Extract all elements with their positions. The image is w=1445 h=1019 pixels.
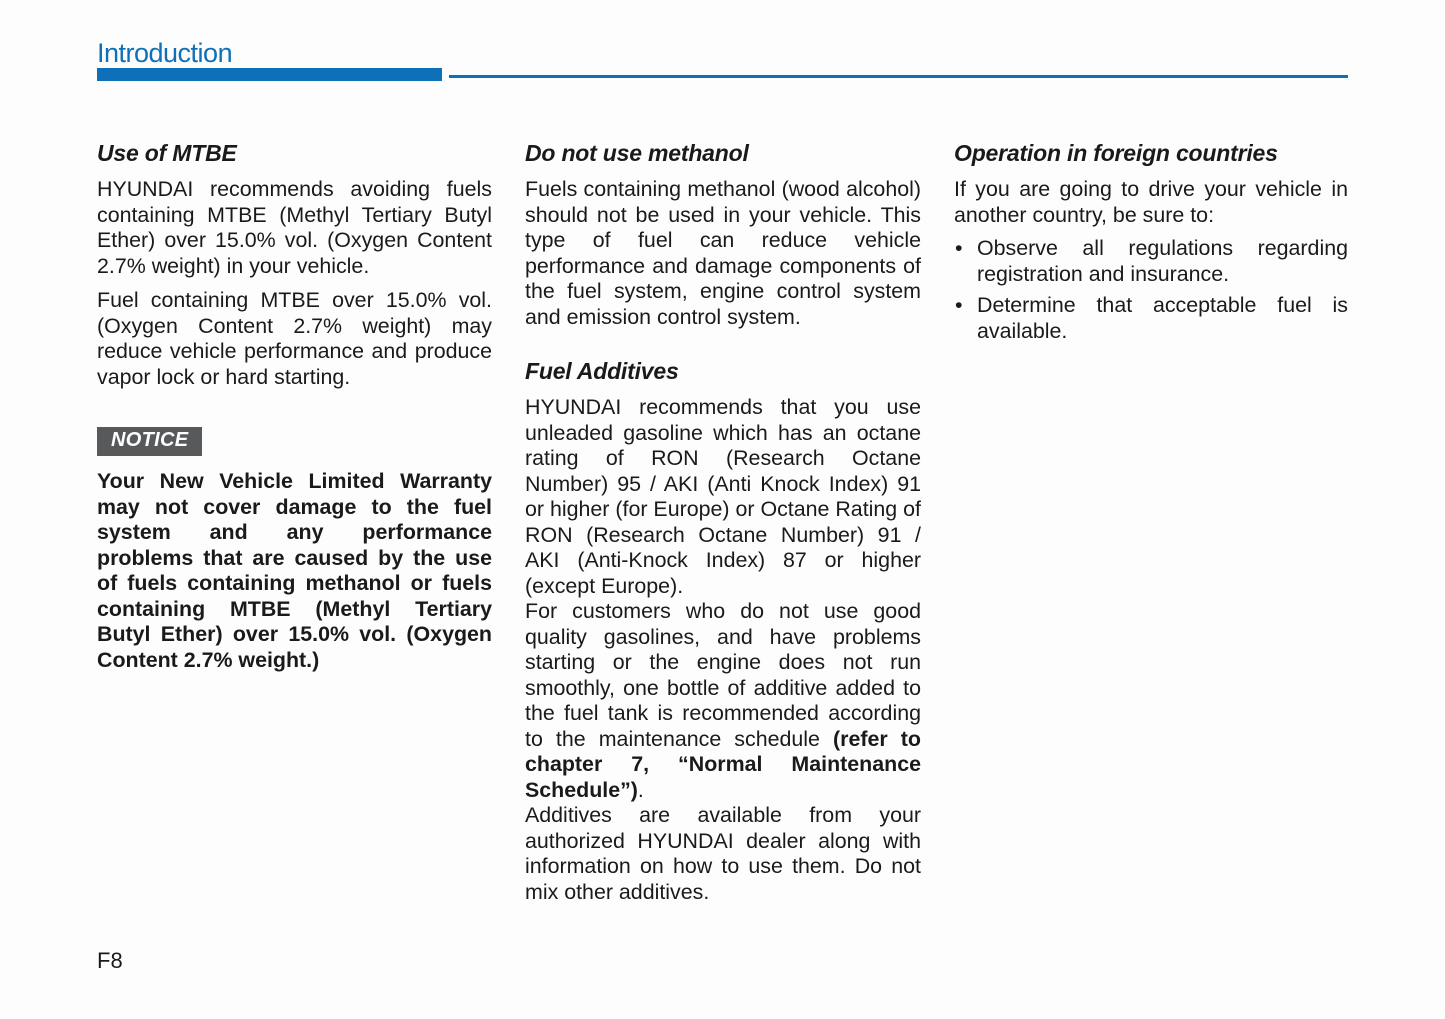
- paragraph-additives-3: Additives are available from your authorized HYUNDAI dealer along with information on how to use them. Do not mix other additives.: [525, 803, 921, 904]
- section-use-of-mtbe: [97, 140, 492, 682]
- paragraph-additives-1: HYUNDAI recommends that you use unleaded gasoline which has an octane rating of RON (Research Octane Number) 95 / AKI (Anti Knock Index) 91 or higher (for Europe) or Octane Rating of RON (Research Octane Number) 91 / AKI (Anti-Knock Index) 87 or higher (except Europe).: [525, 395, 921, 598]
- paragraph-additives-2: [525, 599, 921, 803]
- paragraph-additives-2-bold-reference: (refer to chapter 7, “Normal Maintenance Schedule”): [525, 726, 921, 802]
- heading-fuel-additives: Fuel Additives: [525, 358, 679, 384]
- notice-badge: [97, 427, 202, 456]
- list-item-regulations-text: Observe all regulations regarding registration and insurance.: [977, 236, 1348, 286]
- content-columns: [97, 140, 1348, 905]
- list-item-fuel-availability: [954, 293, 1348, 344]
- header-rule-thick: [97, 68, 442, 81]
- section-foreign-countries: [954, 140, 1348, 350]
- paragraph-foreign-intro: If you are going to drive your vehicle in another country, be sure to:: [954, 177, 1348, 227]
- paragraph-additives-2-normal: For customers who do not use good quality gasolines, and have problems starting or the engine does not run smoothly, one bottle of additive added to the fuel tank is recommended according to the maintenance schedule: [525, 599, 921, 751]
- paragraph-methanol: Fuels containing methanol (wood alcohol) should not be used in your vehicle. This type of fuel can reduce vehicle performance and damage components of the fuel system, engine control system and emission control system.: [525, 177, 921, 329]
- foreign-countries-bullet-list: [954, 236, 1348, 344]
- heading-operation-foreign-countries: Operation in foreign countries: [954, 140, 1278, 166]
- notice-text: Your New Vehicle Limited Warranty may not cover damage to the fuel system and any performance problems that are caused by the use of fuels containing methanol or fuels containing MTBE (Methyl Tertiary Butyl Ether) over 15.0% vol. (Oxygen Content 2.7% weight.): [97, 469, 492, 672]
- bullet-icon: •: [955, 293, 963, 317]
- list-item-fuel-availability-text: Determine that acceptable fuel is available.: [977, 293, 1348, 343]
- section-methanol-and-additives: [525, 140, 921, 905]
- bullet-icon: •: [955, 236, 963, 260]
- paragraph-mtbe-1: HYUNDAI recommends avoiding fuels containing MTBE (Methyl Tertiary Butyl Ether) over 15.0% vol. (Oxygen Content 2.7% weight) in your vehicle.: [97, 177, 492, 278]
- paragraph-additives-2-period: .: [637, 777, 644, 802]
- heading-use-of-mtbe: Use of MTBE: [97, 140, 237, 166]
- header-rule-thin: [449, 75, 1348, 78]
- heading-do-not-use-methanol: Do not use methanol: [525, 140, 749, 166]
- page-number: F8: [97, 948, 123, 973]
- chapter-title: Introduction: [97, 38, 233, 68]
- list-item-regulations: [954, 236, 1348, 287]
- paragraph-mtbe-2: Fuel containing MTBE over 15.0% vol. (Oxygen Content 2.7% weight) may reduce vehicle performance and produce vapor lock or hard starting.: [97, 288, 492, 389]
- notice-badge-label: NOTICE: [111, 429, 189, 451]
